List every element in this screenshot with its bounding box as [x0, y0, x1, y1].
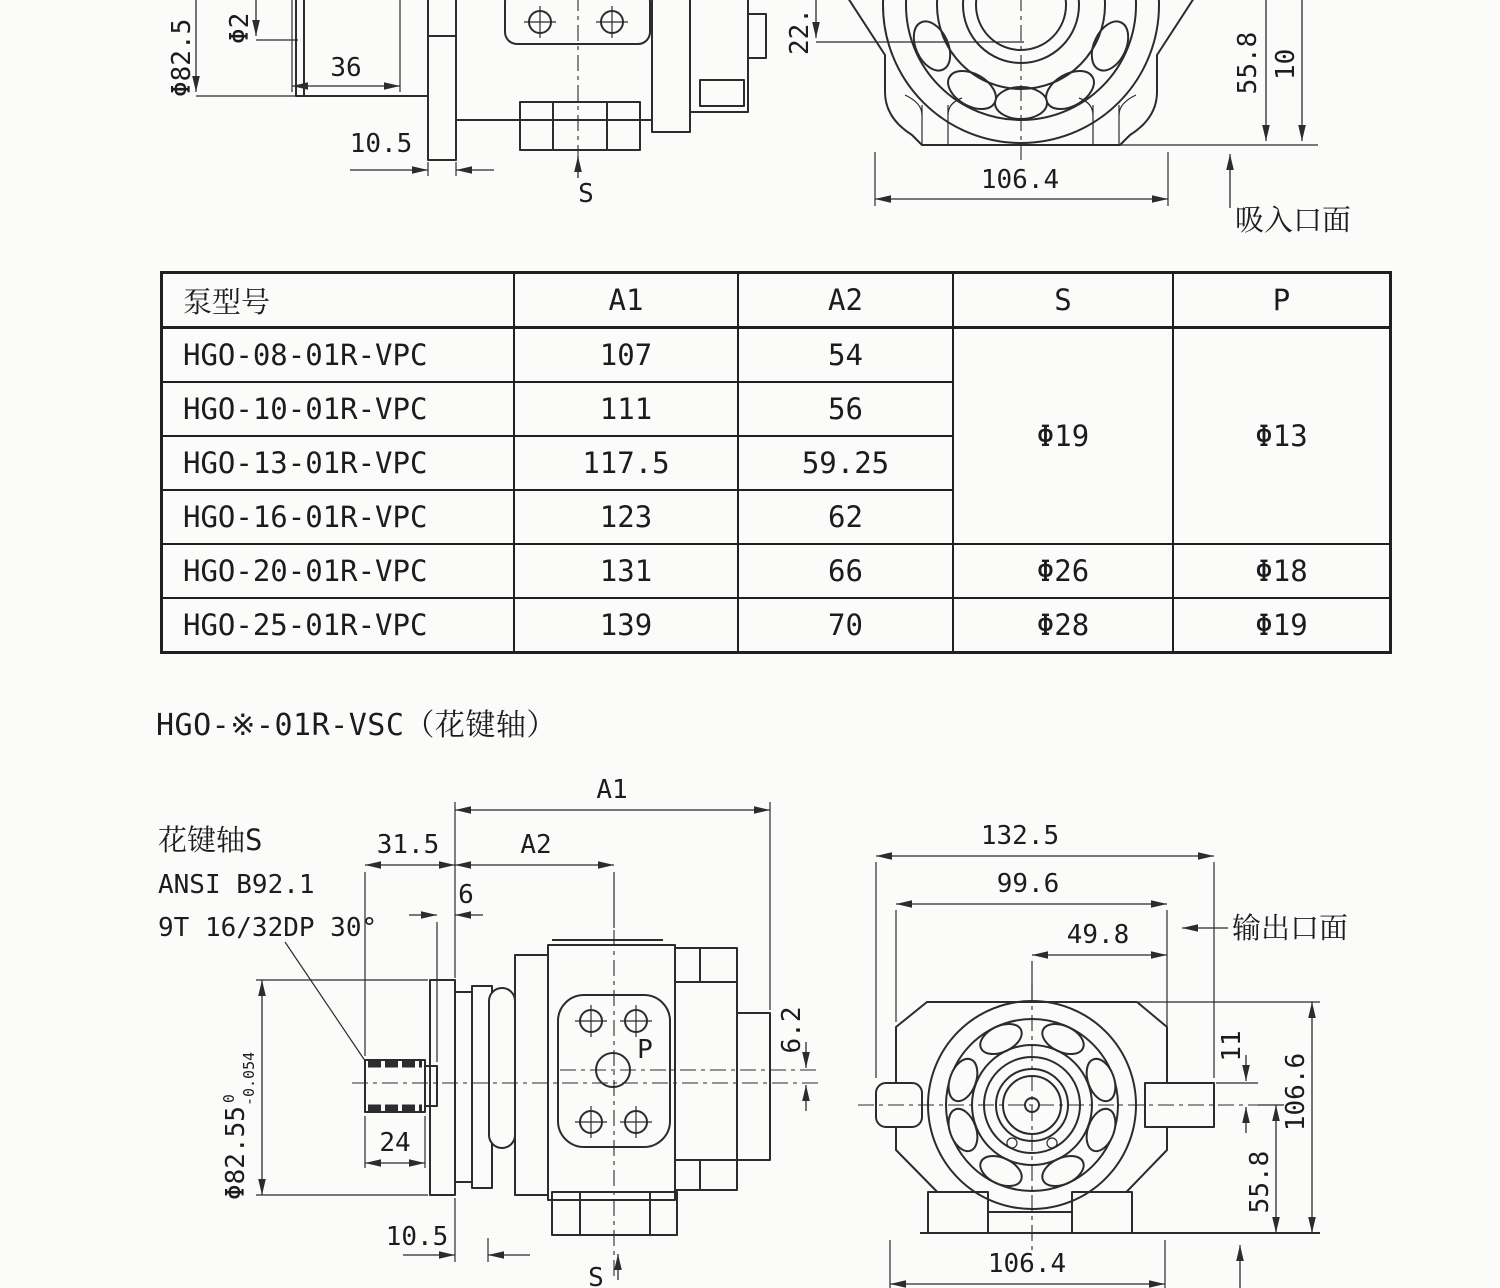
top-right-front-view: [785, 0, 1351, 237]
a2-cell: 70: [738, 598, 953, 653]
p-merged-cell: Φ13: [1173, 328, 1391, 545]
mounting-flange: [428, 36, 456, 160]
s-cell: Φ28: [953, 598, 1173, 653]
shaft-housing: [296, 0, 428, 96]
dim-106-6-label: 106.6: [1281, 1052, 1311, 1132]
dim-106-4-label: 106.4: [980, 165, 1060, 195]
col-header-s: S: [953, 273, 1173, 328]
dim-6-2-label: 6.2: [777, 1006, 807, 1054]
table-row: [162, 544, 1391, 598]
dim-106-4-label: 106.4: [987, 1249, 1067, 1279]
dim-a2-label: A2: [520, 830, 552, 860]
dim-11-label: 11: [1217, 1030, 1247, 1062]
bottom-left-section-view: [158, 775, 818, 1288]
mounting-foot: [1072, 1192, 1132, 1233]
table-row: [162, 328, 1391, 383]
mounting-flange: [430, 980, 455, 1195]
suction-port-s-label: S: [588, 1263, 604, 1288]
col-header-a2: A2: [738, 273, 953, 328]
rear-section: [652, 0, 690, 132]
spline-shaft: [365, 1060, 425, 1112]
model-cell: HGO-10-01R-VPC: [162, 382, 515, 436]
model-cell: HGO-16-01R-VPC: [162, 490, 515, 544]
col-header-model: 泵型号: [162, 273, 515, 328]
pump-spec-table: [160, 271, 1392, 654]
model-cell: HGO-08-01R-VPC: [162, 328, 515, 383]
dim-49-8-label: 49.8: [1066, 920, 1130, 950]
dia-shaft-label: Φ2: [225, 12, 255, 44]
a1-cell: 139: [514, 598, 738, 653]
dim-36-label: 36: [330, 53, 362, 83]
spline-note-line2: ANSI B92.1: [158, 870, 315, 900]
suction-port-block: [520, 102, 640, 150]
a1-cell: 117.5: [514, 436, 738, 490]
suction-face-label: 吸入口面: [1235, 203, 1352, 237]
dia-82-55-label: Φ82.55$^0$ -0.054: [220, 1051, 258, 1200]
s-merged-cell: Φ19: [953, 328, 1173, 545]
col-header-p: P: [1173, 273, 1391, 328]
a2-cell: 54: [738, 328, 953, 383]
dim-55-8-label: 55.8: [1245, 1150, 1275, 1214]
bottom-right-front-view: [858, 821, 1348, 1288]
output-face-label: 输出口面: [1232, 911, 1349, 945]
spline-note-line3: 9T 16/32DP 30°: [158, 913, 378, 943]
a1-cell: 131: [514, 544, 738, 598]
rear-section: [675, 948, 737, 1190]
dim-10-5-label: 10.5: [349, 129, 413, 159]
a2-cell: 66: [738, 544, 953, 598]
model-cell: HGO-25-01R-VPC: [162, 598, 515, 653]
a2-cell: 59.25: [738, 436, 953, 490]
dim-99-6-label: 99.6: [996, 869, 1060, 899]
dim-22-label: 22.: [785, 8, 815, 55]
a1-cell: 107: [514, 328, 738, 383]
dim-106-6-partial-label: 10: [1271, 48, 1301, 80]
top-left-section-view: [167, 0, 766, 209]
dim-24-label: 24: [379, 1128, 411, 1158]
dim-10-5-label: 10.5: [385, 1222, 449, 1252]
pressure-port-p-label: P: [637, 1035, 653, 1065]
p-cell: Φ18: [1173, 544, 1391, 598]
s-cell: Φ26: [953, 544, 1173, 598]
table-row: [162, 598, 1391, 653]
dim-6-label: 6: [458, 880, 474, 910]
dim-55-8-label: 55.8: [1233, 31, 1263, 95]
p-cell: Φ19: [1173, 598, 1391, 653]
a2-cell: 62: [738, 490, 953, 544]
model-cell: HGO-20-01R-VPC: [162, 544, 515, 598]
mounting-foot: [928, 1192, 988, 1233]
dim-a1-label: A1: [596, 775, 628, 805]
spline-note-line1: 花键轴S: [158, 823, 263, 857]
a1-cell: 123: [514, 490, 738, 544]
a1-cell: 111: [514, 382, 738, 436]
table-header-row: [162, 273, 1391, 328]
dim-31-5-label: 31.5: [376, 830, 440, 860]
dim-132-5-label: 132.5: [980, 821, 1060, 851]
a2-cell: 56: [738, 382, 953, 436]
suction-port-s-label: S: [578, 179, 594, 209]
model-cell: HGO-13-01R-VPC: [162, 436, 515, 490]
dia-82-5-label: Φ82.5: [167, 18, 197, 97]
col-header-a1: A1: [514, 273, 738, 328]
section-heading: HGO-※-01R-VSC（花键轴）: [156, 708, 557, 743]
